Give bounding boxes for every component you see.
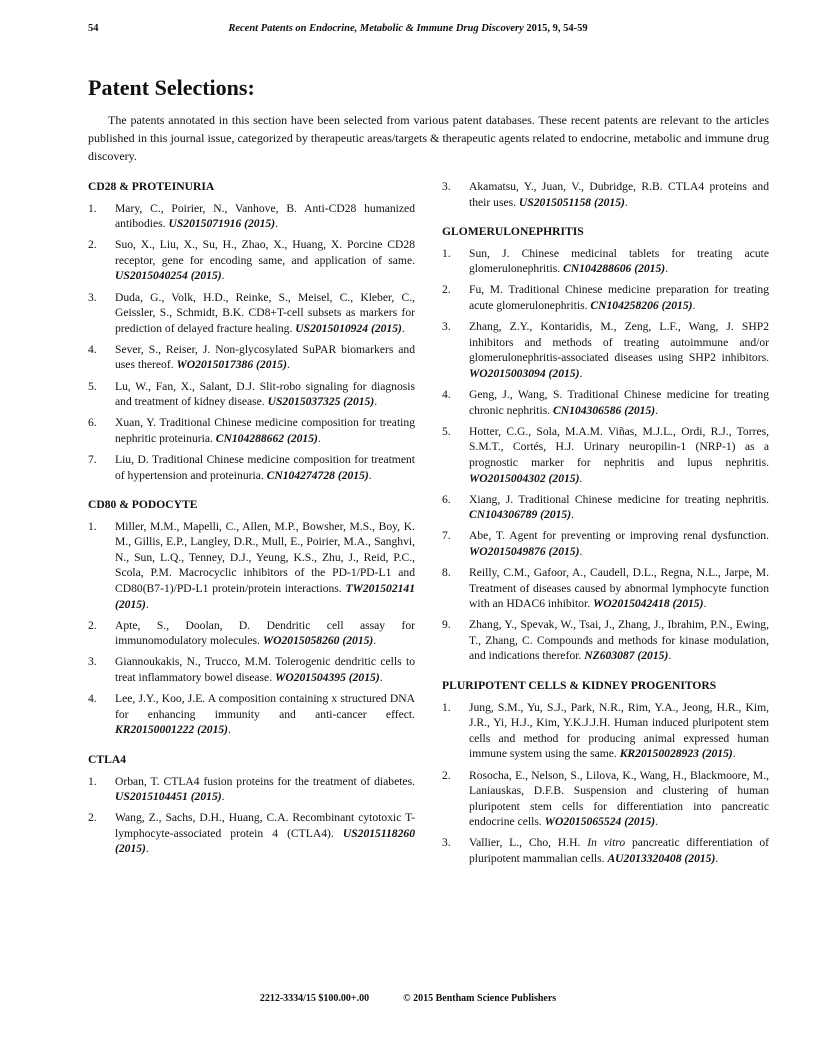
entry-tail: .	[579, 544, 583, 558]
patent-number: US2015040254 (2015)	[115, 269, 222, 283]
entry-citation: Mary, C., Poirier, N., Vanhove, B. Anti-CD28 humanized antibodies.	[115, 201, 415, 231]
entry-number: 1.	[88, 201, 97, 215]
entry-number: 3.	[442, 180, 451, 193]
entry-number: 2.	[88, 238, 97, 252]
entry-citation: Reilly, C.M., Gafoor, A., Caudell, D.L., Regna, N.L., Jarpe, M. Treatment of diseases caused by abnormal lymphocyte function with an HDAC6 inhibitor.	[469, 565, 769, 611]
patent-list	[442, 700, 769, 867]
entry-citation: Duda, G., Volk, H.D., Reinke, S., Meisel, C., Kleber, C., Geissler, S., Schmidt, B.K. CD8+T-cell subsets as markers for prediction of delayed fracture healing.	[115, 290, 415, 335]
patent-number: CN104306789 (2015)	[469, 508, 572, 522]
entry-citation: Sun, J. Chinese medicinal tablets for treating acute glomerulonephritis.	[469, 246, 769, 276]
entry-tail: .	[221, 790, 225, 804]
entry-tail: .	[373, 634, 377, 648]
patent-number: WO2015004302 (2015)	[469, 471, 580, 485]
entry-citation: Liu, D. Traditional Chinese medicine composition for treatment of hypertension and proteinuria.	[115, 452, 415, 482]
entry-tail: .	[275, 217, 278, 231]
entry-tail: .	[665, 262, 669, 276]
entry-citation: Jung, S.M., Yu, S.J., Park, N.R., Rim, Y.A., Jeong, H.R., Kim, J.R., Yi, H.J., Kim, Y.K.J.J.H. Human induced pluripotent stem cells and method for producing animal expressed human immune system using the same.	[469, 700, 769, 761]
patent-list	[88, 774, 415, 857]
patent-number: WO2015042418 (2015)	[593, 597, 704, 611]
patent-entry	[88, 342, 415, 373]
right-column	[442, 179, 769, 872]
patent-number: CN104288606 (2015)	[563, 262, 666, 276]
entry-tail: .	[703, 597, 707, 611]
patent-entry	[442, 835, 769, 866]
section-heading: CTLA4	[88, 752, 127, 766]
entry-number: 3.	[442, 320, 451, 334]
patent-entry	[88, 810, 415, 857]
patent-entry	[442, 700, 769, 762]
patent-list	[88, 519, 415, 738]
entry-citation: Abe, T. Agent for preventing or improving renal dysfunction.	[469, 529, 769, 543]
patent-entry	[88, 290, 415, 337]
entry-citation: Wang, Z., Sachs, D.H., Huang, C.A. Recombinant cytotoxic T-lymphocyte-associated protein 4 (CTLA4).	[115, 811, 415, 840]
entry-tail: .	[655, 815, 659, 829]
entry-tail: .	[145, 842, 149, 856]
patent-list	[442, 179, 769, 210]
entry-number: 1.	[442, 246, 451, 260]
patent-number: CN104288662 (2015)	[215, 431, 318, 445]
entry-citation: Giannoukakis, N., Trucco, M.M. Tolerogenic dendritic cells to treat inflammatory bowel disease.	[115, 655, 415, 685]
patent-number: US2015118260 (2015)	[115, 826, 415, 856]
patent-entry	[88, 654, 415, 685]
entry-number: 2.	[442, 768, 451, 782]
entry-number: 4.	[442, 388, 451, 402]
entry-number: 9.	[442, 618, 451, 632]
patent-entry	[88, 618, 415, 649]
entry-citation: Hotter, C.G., Sola, M.A.M. Viñas, M.J.L., Ordi, R.J., Torres, S.M.T., Cortés, H.J. Urinary neuropilin-1 (NRP-1) as a prognostic marker for nephritis and lupus nephritis.	[469, 424, 769, 469]
page-footer	[0, 993, 816, 1004]
patent-list	[442, 246, 769, 664]
entry-tail: .	[579, 471, 583, 485]
entry-number: 3.	[442, 836, 451, 850]
entry-citation-cont: pancreatic differentiation of pluripotent mammalian cells.	[469, 836, 769, 865]
patent-number: WO2015065524 (2015)	[544, 815, 656, 829]
patent-number: WO2015049876 (2015)	[469, 544, 580, 558]
entry-number: 6.	[442, 492, 451, 506]
entry-number: 5.	[442, 424, 451, 438]
entry-number: 2.	[442, 283, 451, 297]
entry-citation: Zhang, Y., Spevak, W., Tsai, J., Zhang, J., Ibrahim, P.N., Ewing, T., Zhang, C. Compounds and methods for kinase modulation, and indications therefor.	[469, 618, 769, 663]
section-heading: CD80 & PODOCYTE	[88, 498, 198, 512]
page-number: 54	[88, 23, 99, 34]
patent-number: KR20150001222 (2015)	[115, 723, 229, 737]
entry-tail: .	[668, 649, 672, 663]
left-column	[88, 179, 415, 862]
section-heading: PLURIPOTENT CELLS & KIDNEY PROGENITORS	[442, 679, 717, 693]
entry-number: 1.	[88, 519, 97, 533]
patent-number: US2015051158 (2015)	[518, 195, 625, 209]
entry-tail: .	[624, 195, 628, 209]
entry-citation: Fu, M. Traditional Chinese medicine preparation for treating acute glomerulonephritis.	[469, 283, 769, 313]
patent-number: WO2015058260 (2015)	[262, 634, 374, 648]
patent-number: TW201502141 (2015)	[115, 582, 415, 611]
entry-citation: Lu, W., Fan, X., Salant, D.J. Slit-robo signaling for diagnosis and treatment of kidney disease.	[115, 379, 415, 409]
patent-entry	[442, 319, 769, 381]
entry-citation: Miller, M.M., Mapelli, C., Allen, M.P., Bowsher, M.S., Boy, K. M., Gillis, E.P., Langley, D.R., Mull, E., Poirier, M.A., Sanghvi, N., Sun, L.Q., Tenney, D.J., Yeung, K.S., Zhu, J., Reid, P.C., Scola, P.M. Macrocyclic inhibitors of the PD-1/PD-L1 and CD80(B7-1)/PD-L1 protein/protein interactions.	[115, 519, 415, 596]
intro-paragraph: The patents annotated in this section have been selected from various patent databases. These recent patents are relevant to the articles published in this journal issue, categorized by therapeutic areas/targets & therapeutic agents related to endocrine, metabolic and immune drug discovery.	[88, 113, 769, 163]
footer-price: 2212-3334/15 $100.00+.00	[259, 993, 370, 1004]
patent-number: US2015104451 (2015)	[115, 790, 222, 804]
entry-number: 7.	[442, 529, 451, 543]
patent-number: WO201504395 (2015)	[275, 671, 380, 685]
entry-number: 5.	[88, 379, 97, 393]
patent-entry	[442, 565, 769, 612]
patent-entry	[88, 691, 415, 738]
patent-entry	[88, 237, 415, 284]
patent-number: US2015010924 (2015)	[295, 321, 402, 335]
patent-entry	[88, 415, 415, 446]
entry-tail: .	[374, 395, 378, 409]
entry-number: 3.	[88, 655, 97, 669]
entry-number: 7.	[88, 452, 97, 466]
patent-entry	[442, 617, 769, 664]
entry-citation: Sever, S., Reiser, J. Non-glycosylated SuPAR biomarkers and uses thereof.	[115, 342, 415, 372]
patent-number: KR20150028923 (2015)	[619, 747, 733, 761]
entry-citation: Suo, X., Liu, X., Su, H., Zhao, X., Huang, X. Porcine CD28 receptor, gene for encoding same, and application of same.	[115, 238, 415, 267]
page-title: Patent Selections:	[88, 75, 255, 100]
patent-entry	[442, 768, 769, 830]
entry-tail: .	[579, 366, 583, 380]
entry-number: 6.	[88, 416, 97, 430]
entry-number: 4.	[88, 692, 97, 706]
entry-italic-term: In vitro	[587, 836, 626, 850]
entry-citation: Lee, J.Y., Koo, J.E. A composition containing x structured DNA for enhancing immunity and anti-cancer effect.	[115, 692, 415, 721]
patent-entry	[442, 424, 769, 486]
entry-tail: .	[228, 723, 231, 737]
entry-tail: .	[692, 299, 696, 313]
patent-number: WO2015003094 (2015)	[469, 366, 580, 380]
entry-citation: Vallier, L., Cho, H.H.	[469, 836, 588, 850]
entry-tail: .	[571, 508, 574, 522]
patent-entry	[442, 179, 769, 210]
patent-entry	[88, 519, 415, 613]
patent-number: WO2015017386 (2015)	[176, 358, 287, 372]
entry-citation: Akamatsu, Y., Juan, V., Dubridge, R.B. CTLA4 proteins and their uses.	[469, 180, 769, 209]
patent-entry	[442, 528, 769, 559]
journal-volume: 2015, 9, 54-59	[523, 23, 588, 34]
section-heading: CD28 & PROTEINURIA	[88, 180, 215, 193]
section-heading: GLOMERULONEPHRITIS	[442, 225, 584, 239]
patent-entry	[88, 379, 415, 410]
entry-citation: Xiang, J. Traditional Chinese medicine for treating nephritis.	[469, 492, 769, 506]
entry-number: 8.	[442, 565, 451, 579]
entry-tail: .	[715, 851, 719, 865]
entry-citation: Orban, T. CTLA4 fusion proteins for the treatment of diabetes.	[115, 774, 415, 788]
patent-number: US2015037325 (2015)	[267, 395, 375, 409]
entry-tail: .	[732, 747, 736, 761]
entry-number: 3.	[88, 290, 97, 304]
journal-citation	[88, 23, 728, 34]
patent-number: CN104258206 (2015)	[590, 299, 693, 313]
patent-list	[88, 201, 415, 484]
entry-citation: Geng, J., Wang, S. Traditional Chinese medicine for treating chronic nephritis.	[469, 388, 769, 417]
patent-entry	[442, 282, 769, 313]
entry-tail: .	[145, 597, 149, 611]
entry-tail: .	[221, 269, 225, 283]
patent-entry	[442, 492, 769, 523]
entry-tail: .	[317, 431, 321, 445]
patent-entry	[88, 774, 415, 805]
patent-number: AU2013320408 (2015)	[607, 851, 716, 865]
patent-number: US2015071916 (2015)	[168, 217, 276, 231]
entry-tail: .	[286, 358, 290, 372]
entry-citation: Zhang, Z.Y., Kontaridis, M., Zeng, L.F., Wang, J. SHP2 inhibitors and methods of treating autoimmune and/or glomerulonephritis-associated diseases using SHP2 inhibitors.	[469, 320, 769, 365]
entry-number: 2.	[88, 618, 97, 632]
journal-name: Recent Patents on Endocrine, Metabolic & Immune Drug Discovery	[228, 23, 524, 34]
patent-entry	[442, 246, 769, 277]
patent-number: CN104306586 (2015)	[553, 403, 656, 417]
entry-citation: Apte, S., Doolan, D. Dendritic cell assay for immunomodulatory molecules.	[115, 618, 415, 648]
patent-number: CN104274728 (2015)	[266, 468, 369, 482]
entry-number: 1.	[88, 774, 97, 788]
entry-number: 2.	[88, 811, 97, 825]
entry-number: 1.	[442, 700, 451, 714]
entry-citation: Rosocha, E., Nelson, S., Lilova, K., Wang, H., Blackmoore, M., Laniauskas, D.F.B. Suspension and clustering of human pluripotent stem cells for differentiation into pancreatic endocrine cells.	[469, 768, 769, 829]
entry-citation: Xuan, Y. Traditional Chinese medicine composition for treating nephritic proteinuria.	[115, 416, 415, 445]
entry-tail: .	[655, 403, 659, 417]
footer-copyright: © 2015 Bentham Science Publishers	[403, 993, 557, 1004]
patent-number: NZ603087 (2015)	[584, 649, 669, 663]
patent-entry	[88, 452, 415, 483]
entry-tail: .	[368, 468, 372, 482]
patent-entry	[442, 387, 769, 418]
entry-tail: .	[379, 671, 383, 685]
entry-number: 4.	[88, 342, 97, 356]
entry-tail: .	[401, 321, 405, 335]
patent-entry	[88, 201, 415, 232]
